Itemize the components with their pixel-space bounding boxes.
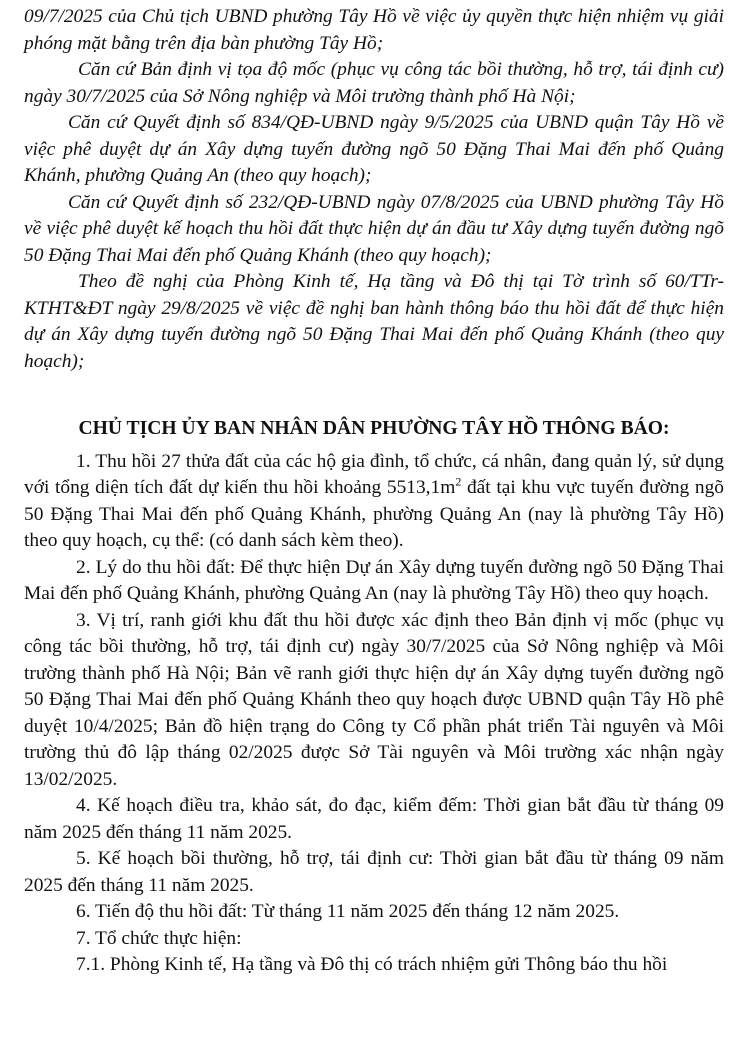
notice-item: 3. Vị trí, ranh giới khu đất thu hồi được xác định theo Bản định vị mốc (phục vụ công tác bồi thường, hỗ trợ, tái định cư) ngày 30/7/2025 của Sở Nông nghiệp và Môi trường thành phố Hà Nội; Bản vẽ ranh giới thực hiện dự án Xây dựng tuyến đường ngõ 50 Đặng Thai Mai đến phố Quảng Khánh theo quy hoạch được UBND quận Tây Hồ phê duyệt 10/4/2025; Bản đồ hiện trạng do Công ty Cổ phần phát triển Tài nguyên và Môi trường thủ đô lập tháng 02/2025 được Sở Tài nguyên và Môi trường xác nhận ngày 13/02/2025. (24, 609, 724, 790)
notice-item: 2. Lý do thu hồi đất: Để thực hiện Dự án Xây dựng tuyến đường ngõ 50 Đặng Thai Mai đến phố Quảng Khánh, phường Quảng An (nay là phường Tây Hồ) theo quy hoạch. (24, 556, 724, 604)
notice-item: 7. Tổ chức thực hiện: (76, 927, 242, 949)
item-text: đất tại khu vực tuyến đường ngõ 50 Đặng Thai Mai đến phố Quảng Khánh, phường Quảng An (nay là phường Tây Hồ) theo quy hoạch, cụ thể: (có danh sách kèm theo). (24, 477, 724, 551)
item-text: 1. Thu hồi 27 thửa đất của các hộ gia đình, tổ chức, cá nhân, đang quản lý, sử dụng với tổng diện tích đất dự kiến thu hồi khoảng 5513,1m (24, 450, 724, 498)
preamble (24, 4, 724, 375)
notice-item: 5. Kế hoạch bồi thường, hỗ trợ, tái định cư: Thời gian bắt đầu từ tháng 09 năm 2025 đến tháng 11 năm 2025. (24, 848, 724, 896)
preamble-paragraph: Căn cứ Bản định vị tọa độ mốc (phục vụ công tác bồi thường, hỗ trợ, tái định cư) ngày 30/7/2025 của Sở Nông nghiệp và Môi trường thành phố Hà Nội; (24, 59, 724, 107)
preamble-paragraph: Căn cứ Quyết định số 232/QĐ-UBND ngày 07/8/2025 của UBND phường Tây Hồ về việc phê duyệt kế hoạch thu hồi đất thực hiện dự án đầu tư Xây dựng tuyến đường ngõ 50 Đặng Thai Mai đến phố Quảng Khánh (theo quy hoạch); (24, 191, 724, 266)
notice-item: 6. Tiến độ thu hồi đất: Từ tháng 11 năm 2025 đến tháng 12 năm 2025. (76, 901, 620, 922)
preamble-paragraph: Theo đề nghị của Phòng Kinh tế, Hạ tầng và Đô thị tại Tờ trình số 60/TTr-KTHT&ĐT ngày 29/8/2025 về việc đề nghị ban hành thông báo thu hồi đất để thực hiện dự án Xây dựng tuyến đường ngõ 50 Đặng Thai Mai đến phố Quảng Khánh (theo quy hoạch); (24, 271, 724, 372)
notice-item (24, 449, 724, 555)
notice-heading: CHỦ TỊCH ỦY BAN NHÂN DÂN PHƯỜNG TÂY HỒ THÔNG BÁO: (78, 418, 670, 439)
superscript: 2 (455, 474, 462, 489)
notice-item: 4. Kế hoạch điều tra, khảo sát, đo đạc, kiểm đếm: Thời gian bắt đầu từ tháng 09 năm 2025 đến tháng 11 năm 2025. (24, 795, 724, 843)
preamble-paragraph: Căn cứ Quyết định số 834/QĐ-UBND ngày 9/5/2025 của UBND quận Tây Hồ về việc phê duyệt dự án Xây dựng tuyến đường ngõ 50 Đặng Thai Mai đến phố Quảng Khánh, phường Quảng An (theo quy hoạch); (24, 112, 724, 186)
preamble-paragraph: 09/7/2025 của Chủ tịch UBND phường Tây Hồ về việc ủy quyền thực hiện nhiệm vụ giải phóng mặt bằng trên địa bàn phường Tây Hồ; (24, 6, 724, 54)
notice-body (24, 449, 724, 979)
notice-item: 7.1. Phòng Kinh tế, Hạ tầng và Đô thị có trách nhiệm gửi Thông báo thu hồi (76, 954, 668, 975)
